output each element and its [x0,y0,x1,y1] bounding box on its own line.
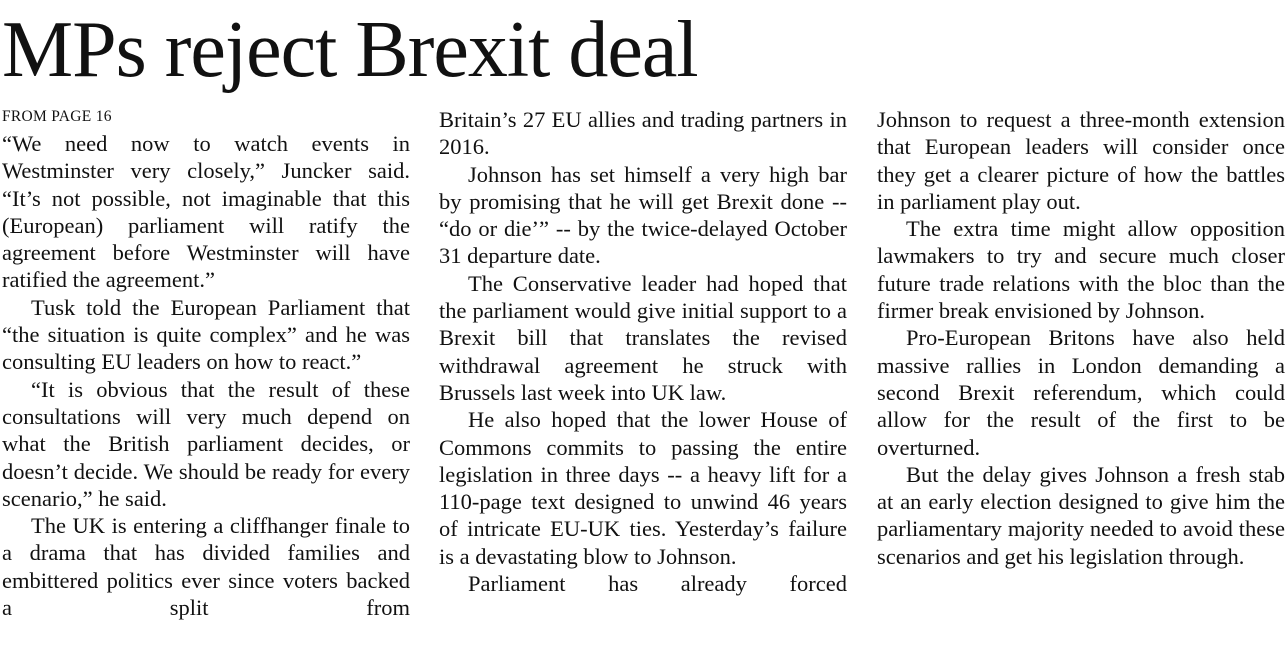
paragraph: But the delay gives Johnson a fresh stab at an early election designed to give him the parliamentary majority needed to avoid these scenarios and get his legislation through. [877,461,1285,569]
headline: MPs reject Brexit deal [2,6,698,94]
paragraph: “We need now to watch events in Westminster very closely,” Juncker said. “It’s not possible, not imaginable that this (European) parliament will ratify the agreement before Westminster will have ratified the agreement.” [2,131,410,293]
paragraph: The Conservative leader had hoped that the parliament would give initial support to a Brexit bill that translates the revised withdrawal agreement he struck with Brussels last week into UK law. [439,270,847,405]
article-column-2 [439,106,847,597]
article-column-3 [877,106,1285,570]
paragraph: The extra time might allow opposition lawmakers to try and secure much closer future trade relations with the bloc than the firmer break envisioned by Johnson. [877,216,1285,324]
paragraph: “It is obvious that the result of these consultations will very much depend on what the British parliament decides, or doesn’t decide. We should be ready for every scenario,” he said. [2,376,410,511]
paragraph: Tusk told the European Parliament that “the situation is quite complex” and he was consulting EU leaders on how to react.” [2,294,410,375]
paragraph: Pro-European Britons have also held massive rallies in London demanding a second Brexit referendum, which could allow for the result of the first to be overturned. [877,325,1285,460]
paragraph: Britain’s 27 EU allies and trading partners in 2016. [439,107,847,160]
paragraph: Johnson to request a three-month extension that European leaders will consider once they get a clearer picture of how the battles in parliament play out. [877,107,1285,214]
continued-from-label: FROM PAGE 16 [2,108,112,125]
paragraph: Johnson has set himself a very high bar by promising that he will get Brexit done -- “do or die’” -- by the twice-delayed October 31 departure date. [439,161,847,269]
paragraph: The UK is entering a cliffhanger finale to a drama that has divided families and embittered politics ever since voters backed a split from [2,513,410,621]
paragraph: Parliament has already forced [468,571,847,597]
article-column-1 [2,106,410,621]
paragraph: He also hoped that the lower House of Commons commits to passing the entire legislation in three days -- a heavy lift for a 110-page text designed to unwind 46 years of intricate EU-UK ties. Yesterday’s failure is a devastating blow to Johnson. [439,407,847,569]
